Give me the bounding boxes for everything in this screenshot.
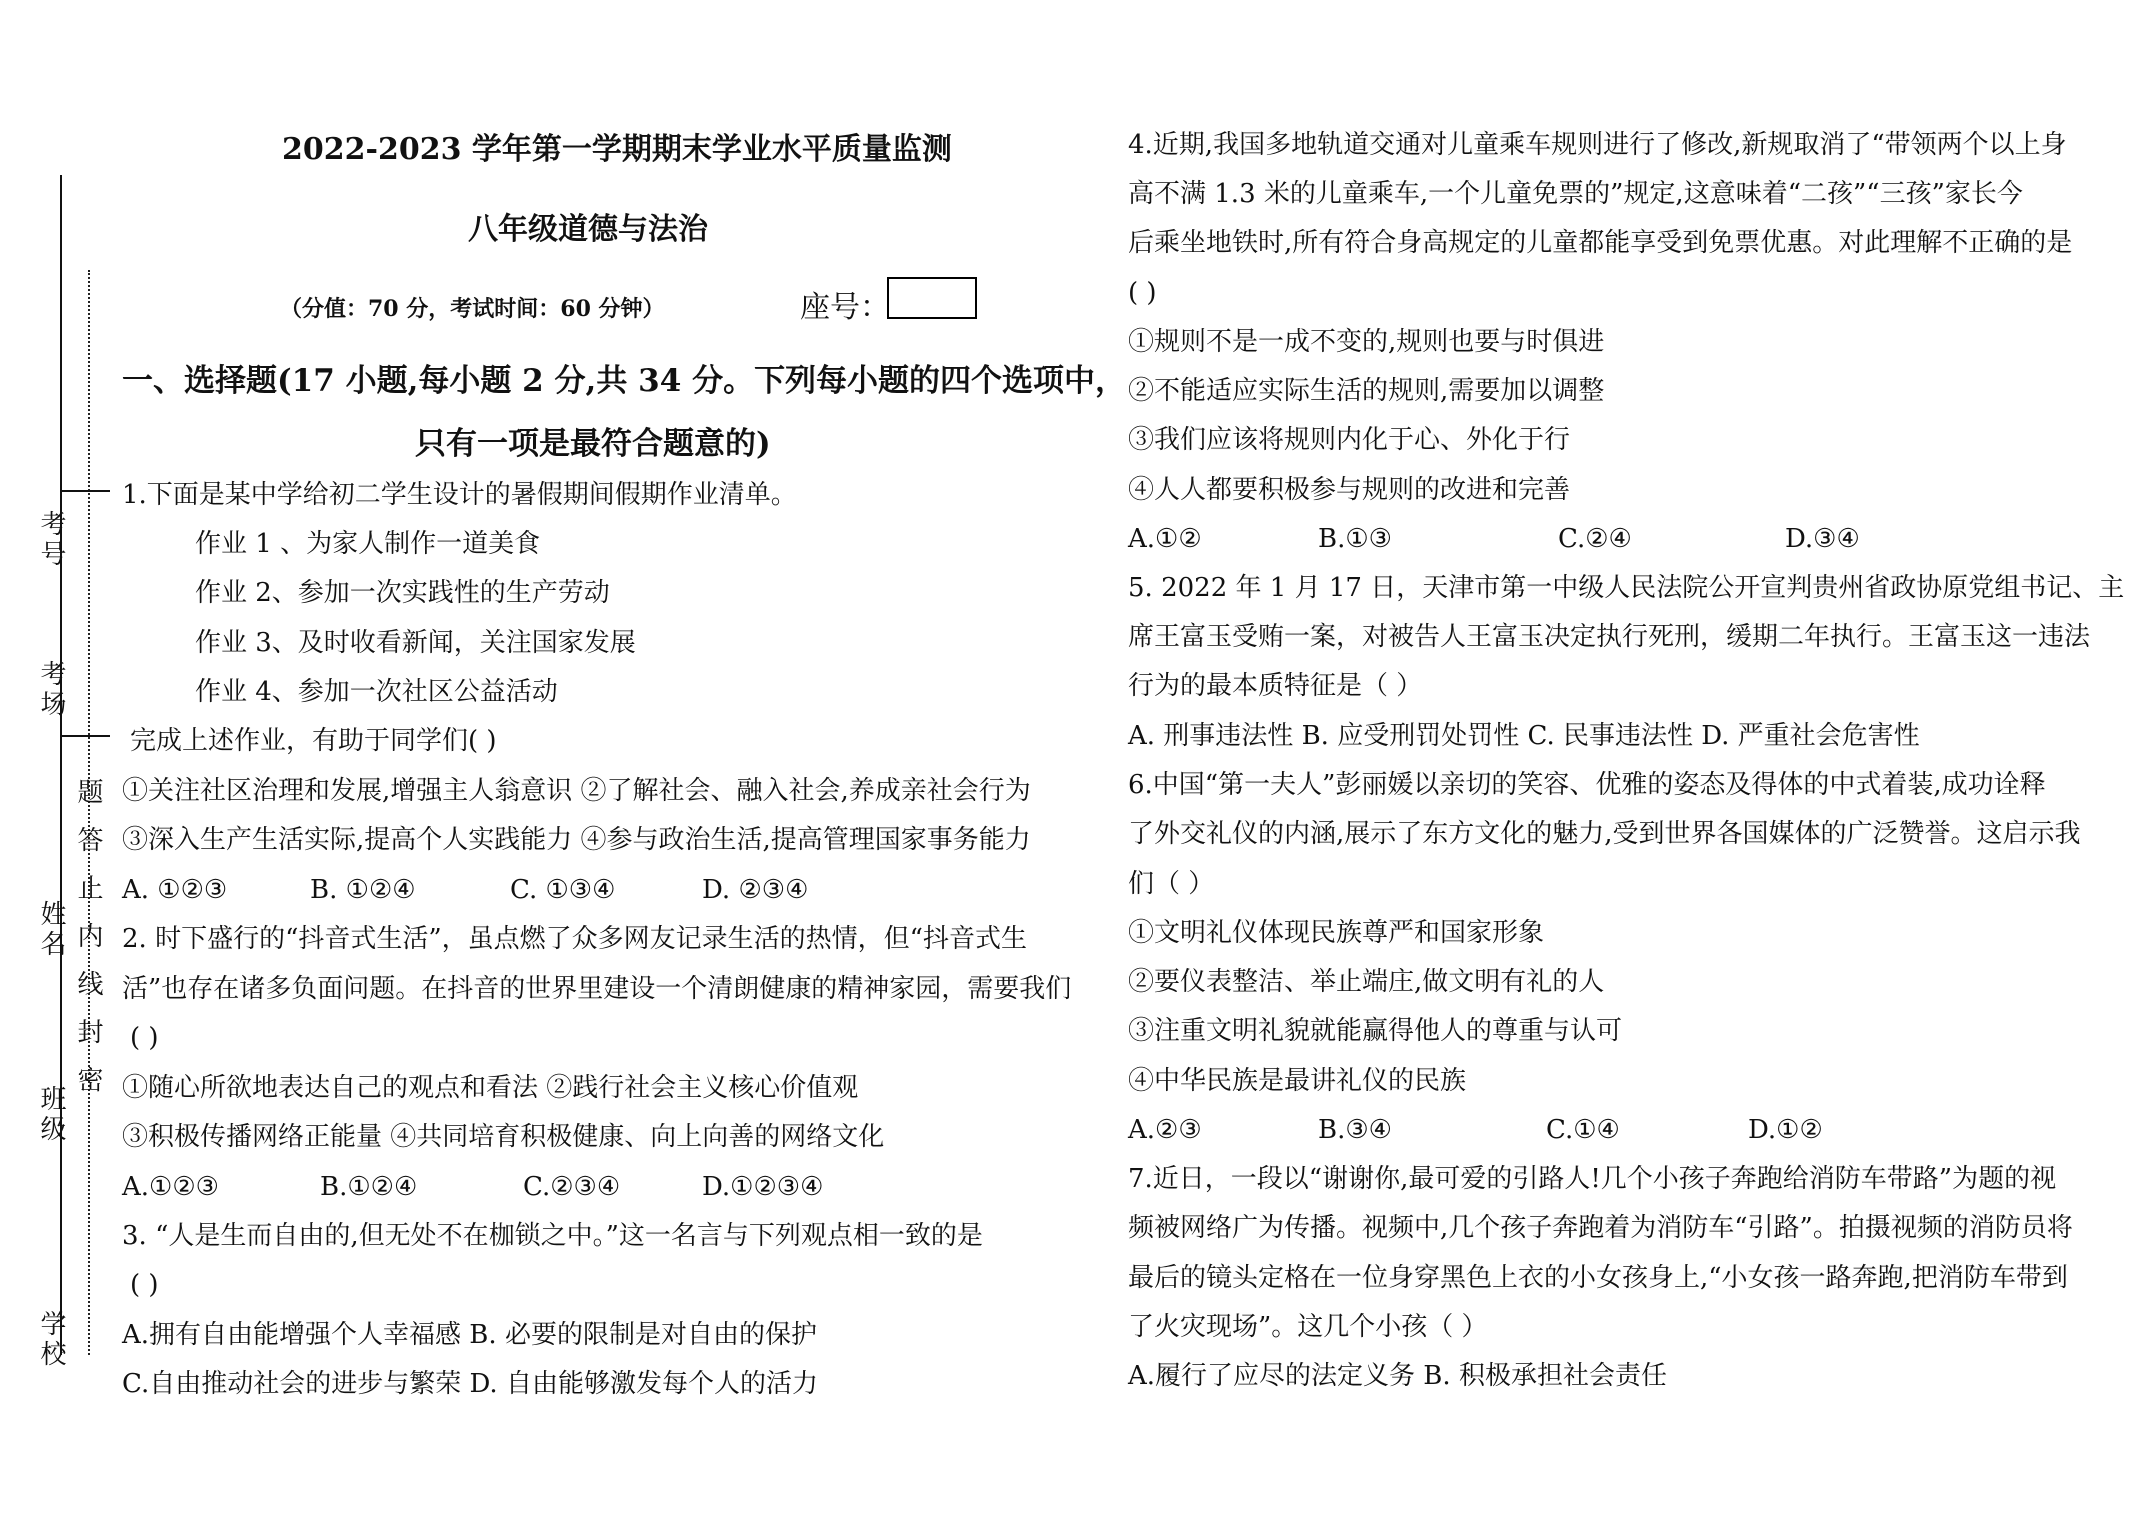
exam-title: 2022-2023 学年第一学期期末学业水平质量监测 [282, 132, 952, 167]
q5-stem: 5. 2022 年 1 月 17 日，天津市第一中级人民法院公开宣判贵州省政协原党组书记、主 [1128, 573, 2125, 603]
q1-item: ①关注社区治理和发展,增强主人翁意识 ②了解社会、融入社会,养成亲社会行为 [122, 776, 1031, 806]
q4-option-d[interactable]: D.③④ [1785, 524, 1860, 554]
q1-stem: 1.下面是某中学给初二学生设计的暑假期间假期作业清单。 [122, 480, 797, 510]
margin-blank-kaohao [60, 490, 110, 492]
q5-options[interactable]: A. 刑事违法性 B. 应受刑罚处罚性 C. 民事违法性 D. 严重社会危害性 [1128, 721, 1920, 751]
seal-char: 题 [73, 778, 103, 808]
section1-heading: 一、选择题(17 小题,每小题 2 分,共 34 分。下列每小题的四个选项中， [122, 363, 1127, 399]
q2-stem: 2. 时下盛行的“抖音式生活”，虽点燃了众多网友记录生活的热情，但“抖音式生 [122, 924, 1027, 954]
seal-char: 线 [73, 970, 103, 1000]
q4-item: ②不能适应实际生活的规则,需要加以调整 [1128, 376, 1605, 406]
q2-item: ③积极传播网络正能量 ④共同培育积极健康、向上向善的网络文化 [122, 1122, 885, 1152]
q1-option-d[interactable]: D. ②③④ [702, 875, 809, 905]
q1-task: 作业 4、参加一次社区公益活动 [195, 677, 558, 707]
q1-task: 作业 3、及时收看新闻，关注国家发展 [195, 628, 636, 658]
seal-char: 止 [73, 874, 103, 904]
q2-option-d[interactable]: D.①②③④ [702, 1172, 824, 1202]
q7-stem: 了火灾现场”。这几个小孩（ ） [1128, 1312, 1488, 1342]
q3-options-ab[interactable]: A.拥有自由能增强个人幸福感 B. 必要的限制是对自由的保护 [122, 1320, 817, 1350]
margin-label-banji: 班级 [36, 1085, 66, 1145]
q7-stem: 7.近日，一段以“谢谢你,最可爱的引路人!几个小孩子奔跑给消防车带路”为题的视 [1128, 1164, 2057, 1194]
q4-stem: 4.近期,我国多地轨道交通对儿童乘车规则进行了修改,新规取消了“带领两个以上身 [1128, 130, 2067, 160]
q2-item: ①随心所欲地表达自己的观点和看法 ②践行社会主义核心价值观 [122, 1073, 859, 1103]
q4-item: ③我们应该将规则内化于心、外化于行 [1128, 425, 1571, 455]
q4-item: ①规则不是一成不变的,规则也要与时俱进 [1128, 327, 1605, 357]
seat-number-box[interactable] [887, 277, 977, 319]
q6-item: ②要仪表整洁、举止端庄,做文明有礼的人 [1128, 967, 1605, 997]
q5-stem: 行为的最本质特征是（ ） [1128, 671, 1423, 701]
q6-item: ③注重文明礼貌就能赢得他人的尊重与认可 [1128, 1016, 1623, 1046]
q4-stem: 高不满 1.3 米的儿童乘车,一个儿童免票的”规定,这意味着“二孩”“三孩”家长今 [1128, 179, 2023, 209]
q7-options[interactable]: A.履行了应尽的法定义务 B. 积极承担社会责任 [1128, 1361, 1667, 1391]
q1-option-a[interactable]: A. ①②③ [122, 875, 228, 905]
q4-stem: 后乘坐地铁时,所有符合身高规定的儿童都能享受到免票优惠。对此理解不正确的是 [1128, 228, 2073, 258]
q1-option-c[interactable]: C. ①③④ [510, 875, 616, 905]
margin-label-xuexiao: 学校 [36, 1310, 66, 1370]
q4-option-c[interactable]: C.②④ [1558, 524, 1632, 554]
seat-label: 座号： [800, 290, 890, 325]
q6-item: ①文明礼仪体现民族尊严和国家形象 [1128, 918, 1545, 948]
q7-stem: 频被网络广为传播。视频中,几个孩子奔跑着为消防车“引路”。拍摄视频的消防员将 [1128, 1213, 2073, 1243]
q4-option-a[interactable]: A.①② [1128, 524, 1202, 554]
margin-label-kaochang: 考场 [36, 660, 66, 720]
q3-options-cd[interactable]: C.自由推动社会的进步与繁荣 D. 自由能够激发每个人的活力 [122, 1369, 818, 1399]
margin-dotted-line [88, 270, 90, 1355]
q1-task: 作业 2、参加一次实践性的生产劳动 [195, 578, 610, 608]
q6-option-c[interactable]: C.①④ [1546, 1115, 1620, 1145]
seal-char: 内 [73, 922, 103, 952]
q6-option-b[interactable]: B.③④ [1318, 1115, 1392, 1145]
seal-char: 封 [73, 1018, 103, 1048]
margin-blank-kaochang [60, 735, 110, 737]
q1-option-b[interactable]: B. ①②④ [310, 875, 416, 905]
margin-label-kaohao: 考号 [36, 510, 66, 570]
q3-answer-blank: ( ) [130, 1270, 159, 1300]
seal-char: 密 [73, 1066, 103, 1096]
margin-label-xingming: 姓名 [36, 900, 66, 960]
q1-task: 作业 1 、为家人制作一道美食 [195, 529, 541, 559]
q5-stem: 席王富玉受贿一案，对被告人王富玉决定执行死刑，缓期二年执行。王富玉这一违法 [1128, 622, 2091, 652]
q6-option-a[interactable]: A.②③ [1128, 1115, 1202, 1145]
margin-solid-line [60, 175, 62, 1355]
q4-item: ④人人都要积极参与规则的改进和完善 [1128, 475, 1571, 505]
score-info: （分值：70 分，考试时间：60 分钟） [280, 296, 665, 322]
q4-option-b[interactable]: B.①③ [1318, 524, 1392, 554]
q6-stem: 了外交礼仪的内涵,展示了东方文化的魅力,受到世界各国媒体的广泛赞誉。这启示我 [1128, 819, 2081, 849]
section1-heading-cont: 只有一项是最符合题意的) [415, 426, 771, 462]
q2-option-a[interactable]: A.①②③ [122, 1172, 219, 1202]
q3-stem: 3. “人是生而自由的,但无处不在枷锁之中。”这一名言与下列观点相一致的是 [122, 1221, 983, 1251]
q6-stem: 们（ ） [1128, 869, 1215, 899]
q7-stem: 最后的镜头定格在一位身穿黑色上衣的小女孩身上,“小女孩一路奔跑,把消防车带到 [1128, 1263, 2068, 1293]
q1-lead: 完成上述作业，有助于同学们( ) [130, 726, 497, 756]
q2-stem: 活”也存在诸多负面问题。在抖音的世界里建设一个清朗健康的精神家园，需要我们 [122, 974, 1072, 1004]
q2-option-c[interactable]: C.②③④ [523, 1172, 621, 1202]
q6-item: ④中华民族是最讲礼仪的民族 [1128, 1066, 1467, 1096]
q4-answer-blank: ( ) [1128, 278, 1157, 308]
seal-char: 答 [73, 826, 103, 856]
q2-option-b[interactable]: B.①②④ [320, 1172, 418, 1202]
q6-option-d[interactable]: D.①② [1748, 1115, 1823, 1145]
q6-stem: 6.中国“第一夫人”彭丽媛以亲切的笑容、优雅的姿态及得体的中式着装,成功诠释 [1128, 770, 2046, 800]
q2-answer-blank: ( ) [130, 1023, 159, 1053]
exam-subject: 八年级道德与法治 [468, 212, 708, 247]
q1-item: ③深入生产生活实际,提高个人实践能力 ④参与政治生活,提高管理国家事务能力 [122, 825, 1031, 855]
